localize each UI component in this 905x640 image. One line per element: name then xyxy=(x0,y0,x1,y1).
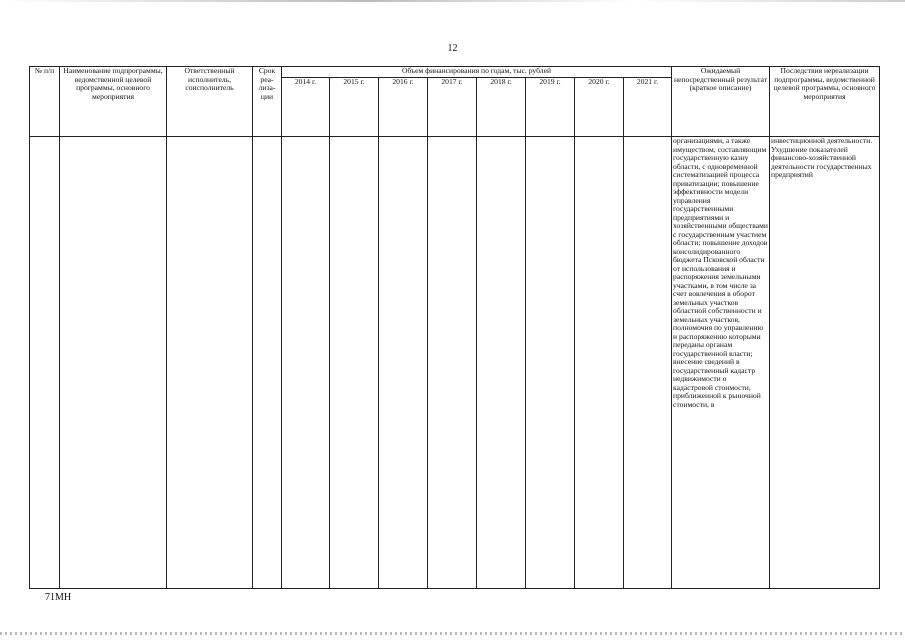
program-table xyxy=(29,66,880,589)
cell-2017 xyxy=(428,137,477,589)
cell-expected-result: организациями, а также имуществом, составляющим государственную казну области, с одновременной систематизацией процесса приватизации; повышение эффективности модели управления государственными предприятиями и хозяйственными обществами с государственным участием области; повышение доходов консолидированного бюджета Псковской области от использования и распоряжения земельными участками, в том числе за счет вовлечения в оборот земельных участков областной собственности и земельных участков, полномочия по управлению и распоряжению которыми переданы органам государственной власти; внесение сведений в государственный кадастр недвижимости о кадастровой стоимости, приближенной к рыночной стоимости, в xyxy=(672,137,770,589)
cell-term xyxy=(253,137,282,589)
table-row xyxy=(30,137,880,589)
header-term: Срок реа-лиза-ции xyxy=(253,67,282,137)
cell-responsible xyxy=(167,137,253,589)
scan-edge-top xyxy=(0,0,905,2)
header-consequences: Последствия нереализации подпрограммы, ведомственной целевой программы, основного мероприятия xyxy=(770,67,880,137)
cell-2021 xyxy=(624,137,672,589)
cell-num xyxy=(30,137,60,589)
header-expected-result: Ожидаемый непосредственный результат (краткое описание) xyxy=(672,67,770,137)
cell-2018 xyxy=(477,137,526,589)
header-name: Наименование подпрограммы, ведомственной целевой программы, основного мероприятия xyxy=(60,67,167,137)
header-year-2014: 2014 г. xyxy=(282,78,330,137)
cell-2016 xyxy=(379,137,428,589)
header-year-2018: 2018 г. xyxy=(477,78,526,137)
header-year-2016: 2016 г. xyxy=(379,78,428,137)
header-year-2017: 2017 г. xyxy=(428,78,477,137)
header-financing: Объем финансирования по годам, тыс. рублей xyxy=(282,67,672,78)
header-row-1 xyxy=(30,67,880,78)
header-num: № п/п xyxy=(30,67,60,137)
header-year-2021: 2021 г. xyxy=(624,78,672,137)
document-code: 71МН xyxy=(45,592,72,603)
cell-consequences: инвестиционной деятельности. Ухудшение показателей финансово-хозяйственной деятельности государственных предприятий xyxy=(770,137,880,589)
scan-edge-bottom xyxy=(0,632,905,635)
cell-2014 xyxy=(282,137,330,589)
header-responsible: Ответственный исполнитель, соисполнитель xyxy=(167,67,253,137)
header-year-2020: 2020 г. xyxy=(575,78,624,137)
cell-2015 xyxy=(330,137,379,589)
header-year-2015: 2015 г. xyxy=(330,78,379,137)
cell-2019 xyxy=(526,137,575,589)
header-year-2019: 2019 г. xyxy=(526,78,575,137)
page-number: 12 xyxy=(447,43,458,54)
cell-name xyxy=(60,137,167,589)
cell-2020 xyxy=(575,137,624,589)
